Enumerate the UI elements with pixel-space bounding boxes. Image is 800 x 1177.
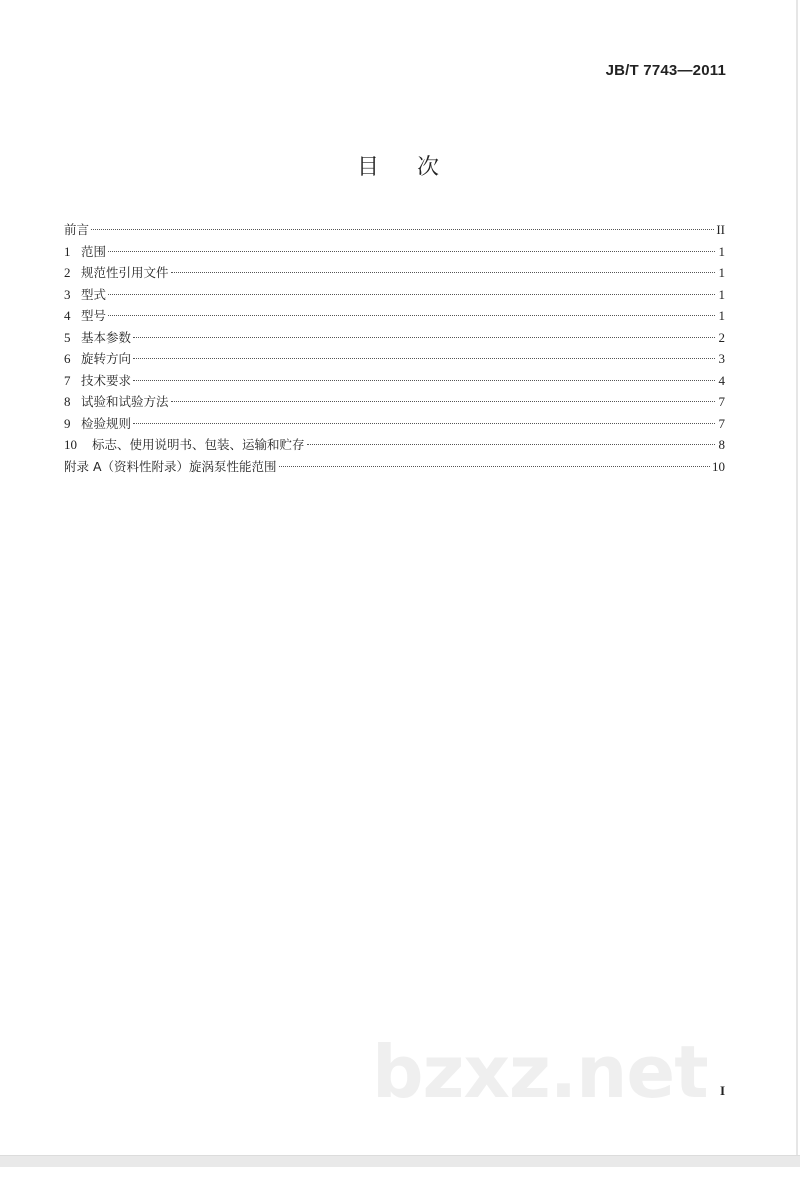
toc-entry-number: 7 [64,372,71,388]
toc-entry-label: 型号 [81,308,107,323]
toc-leader-dots [108,251,715,252]
toc-entry-page: 1 [718,243,725,259]
table-of-contents [64,219,725,477]
toc-entry-number: 1 [64,243,71,259]
toc-leader-dots [133,423,715,424]
toc-entry-1[interactable] [64,241,725,263]
toc-entry-3[interactable] [64,284,725,306]
toc-leader-dots [279,466,710,467]
toc-leader-dots [171,272,715,273]
title-char-1: 目 [356,155,379,180]
toc-entry-number: 2 [64,265,71,280]
toc-leader-dots [108,294,715,295]
toc-entry-9[interactable] [64,413,725,435]
next-page-edge [0,1167,800,1177]
toc-entry-label: 检验规则 [81,415,132,431]
toc-entry-4[interactable] [64,305,725,327]
toc-entry-label: 规范性引用文件 [81,265,169,280]
toc-entry-label: 标志、使用说明书、包装、运输和贮存 [92,437,305,452]
toc-entry-page: 1 [718,308,725,323]
toc-entry-preface[interactable] [64,219,725,241]
toc-leader-dots [133,337,715,338]
toc-entry-label: 技术要求 [81,372,132,388]
toc-entry-number: 4 [64,308,71,323]
watermark: bzxz.net [372,1030,708,1114]
toc-leader-dots [171,401,715,402]
toc-entry-label: 附录 A（资料性附录）旋涡泵性能范围 [64,458,277,474]
toc-entry-10[interactable] [64,434,725,456]
toc-entry-page: 4 [718,372,725,388]
toc-leader-dots [133,380,715,381]
toc-entry-page: II [716,222,725,237]
title-char-2: 次 [417,155,440,180]
toc-entry-number: 9 [64,415,71,431]
toc-leader-dots [133,358,715,359]
toc-entry-label: 试验和试验方法 [81,394,169,409]
toc-entry-page: 8 [718,437,725,452]
toc-entry-2[interactable] [64,262,725,284]
toc-entry-page: 2 [718,329,725,345]
toc-entry-number: 8 [64,394,71,409]
toc-entry-5[interactable] [64,327,725,349]
toc-entry-label: 型式 [81,286,107,302]
toc-entry-page: 1 [718,286,725,302]
toc-entry-appendix-a[interactable] [64,456,725,478]
toc-entry-page: 7 [718,394,725,409]
toc-entry-label: 前言 [64,222,90,237]
toc-entry-label: 基本参数 [81,329,132,345]
toc-entry-number: 5 [64,329,71,345]
toc-leader-dots [91,229,714,230]
toc-entry-page: 7 [718,415,725,431]
toc-entry-page: 3 [718,351,725,366]
toc-entry-label: 范围 [81,243,107,259]
toc-entry-number: 6 [64,351,71,366]
toc-entry-number: 3 [64,286,71,302]
toc-entry-8[interactable] [64,391,725,413]
toc-entry-number: 10 [64,437,77,452]
page-number: I [720,1083,726,1098]
page-title [0,150,796,181]
toc-entry-7[interactable] [64,370,725,392]
toc-entry-page: 1 [718,265,725,280]
toc-leader-dots [108,315,715,316]
toc-entry-6[interactable] [64,348,725,370]
standard-code: JB/T 7743—2011 [605,62,726,79]
toc-entry-label: 旋转方向 [81,351,132,366]
toc-entry-page: 10 [712,458,725,474]
toc-leader-dots [307,444,715,445]
